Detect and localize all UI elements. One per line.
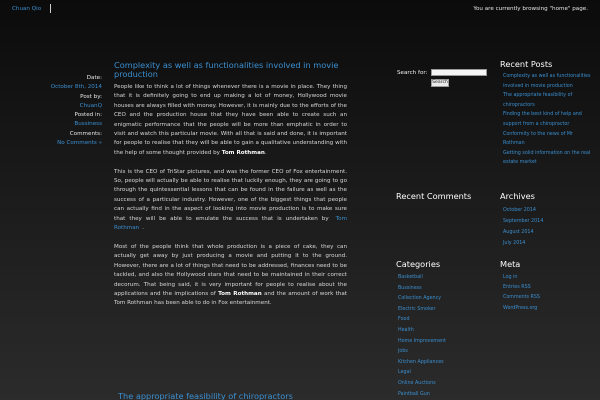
paragraph-text: People like to think a lot of things whenever there is a movie in place. They thing that it is definitely going to end up making a lot of money, Hollywood movie houses are always filled with money. However, it is mainly due to the efforts of the CEO and the production house that they have been able to create such an enigmatic performance that the people will be more than emphatic in order to visit and watch this particular movie. With all that is said and done, it is important for people to realise that they will be able to gain a qualitative understanding with the help of some thought provided by <box>114 84 347 156</box>
archives-list <box>500 205 592 249</box>
category-link[interactable]: Basketball <box>398 275 423 280</box>
meta-title: Meta <box>500 259 521 269</box>
paragraph-end: and the amount of work that Tom Rothman has been able to do in Fox entertainment. <box>114 290 347 307</box>
browse-note: You are currently browsing "home" page. <box>473 6 588 12</box>
date-link[interactable]: October 8th, 2014 <box>50 84 102 91</box>
category-link[interactable]: Collection Agency <box>398 296 442 302</box>
top-bar <box>0 0 600 18</box>
site-title-link[interactable]: Chuan Qio <box>12 6 42 12</box>
paragraph-end: . <box>142 225 144 232</box>
category-link[interactable]: Health <box>398 327 414 333</box>
recent-comments-title: Recent Comments <box>396 191 472 201</box>
posted-in-label: Posted in: <box>74 112 102 119</box>
comments-label: Comments: <box>69 130 102 137</box>
post-paragraph <box>114 83 347 158</box>
category-link[interactable]: Bussiness <box>74 121 102 128</box>
post-body <box>114 83 347 318</box>
post-meta <box>40 74 102 148</box>
paragraph-text: Most of the people think that whole production is a piece of cake, they can actually get away by just producing a movie and putting it to the ground. However, there are a lot of things that need to be addressed, finances need to be tackled, and also the Hollywood stars that need to be maintained in their correct decorum. That being said, it is very important for people to realise about the applications and the implications of <box>114 243 347 297</box>
category-link[interactable]: Jobs <box>398 349 408 355</box>
author-link[interactable]: ChuanQ <box>79 102 102 109</box>
archive-link[interactable]: September 2014 <box>503 219 544 224</box>
meta-link[interactable]: Comments RSS <box>503 295 540 301</box>
category-link[interactable]: Home Improvement <box>398 338 446 344</box>
meta-link[interactable]: WordPress.org <box>503 305 538 311</box>
archive-link[interactable]: July 2014 <box>503 241 526 246</box>
search-input[interactable] <box>431 69 487 76</box>
archive-link[interactable]: August 2014 <box>503 230 534 235</box>
recent-posts-list <box>500 72 592 168</box>
category-link[interactable]: Online Auctions <box>398 380 436 386</box>
category-link[interactable]: Paintball Gun <box>398 391 430 397</box>
categories-list <box>396 273 492 400</box>
archives-widget <box>500 191 592 249</box>
meta-link[interactable]: Entries RSS <box>503 285 531 291</box>
search-label: Search for: <box>397 70 428 76</box>
date-label: Date: <box>86 75 102 81</box>
recent-comments-widget <box>396 191 492 201</box>
meta-widget <box>500 259 592 314</box>
search-button[interactable]: Search <box>432 80 448 85</box>
recent-post-link[interactable]: Conformity to the news of Mr Rothman <box>503 131 574 147</box>
category-link[interactable]: Electric Smoker <box>398 306 436 312</box>
recent-post-link[interactable]: Getting solid information on the real estate market <box>503 150 591 166</box>
recent-post-link[interactable]: Complexity as well as functionalities involved in movie production <box>503 74 591 89</box>
name-link[interactable]: Tom Rothman <box>114 215 347 232</box>
category-link[interactable]: Kitchen Appliances <box>398 359 444 365</box>
comments-link[interactable]: No Comments » <box>57 140 102 147</box>
meta-list <box>500 273 592 314</box>
next-post-title-link[interactable]: The appropriate feasibility of chiropractors <box>118 391 293 400</box>
categories-title: Categories <box>396 259 441 269</box>
post-paragraph <box>114 168 347 234</box>
author-label: Post by: <box>80 93 102 100</box>
categories-widget <box>396 259 492 400</box>
category-link[interactable]: Food <box>398 317 410 323</box>
archive-link[interactable]: October 2014 <box>503 208 536 213</box>
recent-post-link[interactable]: The appropriate feasibility of chiropractors <box>503 93 573 108</box>
category-link[interactable]: Bussiness <box>398 285 422 291</box>
post-title-link[interactable]: Complexity as well as functionalities involved in movie production <box>114 60 339 80</box>
bold-name: Tom Rothman <box>218 290 262 297</box>
recent-post-link[interactable]: Finding the best kind of help and support from a chiropractor <box>503 112 582 127</box>
post-paragraph <box>114 243 347 309</box>
recent-posts-title: Recent Posts <box>500 59 553 69</box>
paragraph-end: . <box>264 149 267 156</box>
archives-title: Archives <box>500 191 535 201</box>
category-link[interactable]: Legal <box>398 370 411 376</box>
recent-posts-widget <box>500 59 592 168</box>
paragraph-text: This is the CEO of TriStar pictures, and was the former CEO of Fox entertainment. So, people will actually be able to realise that luckily enough, they are going to go through the quintessential lessons that can be found in the failure as well as the success of a particular industry. However, one of the biggest things that people can actually find in the aspect of looking into movie production is to make sure that they will be able to emulate the success that is undertaken by <box>114 168 347 222</box>
title-divider <box>50 4 51 13</box>
bold-name: Tom Rothman <box>221 149 265 156</box>
meta-link[interactable]: Log in <box>503 275 518 280</box>
